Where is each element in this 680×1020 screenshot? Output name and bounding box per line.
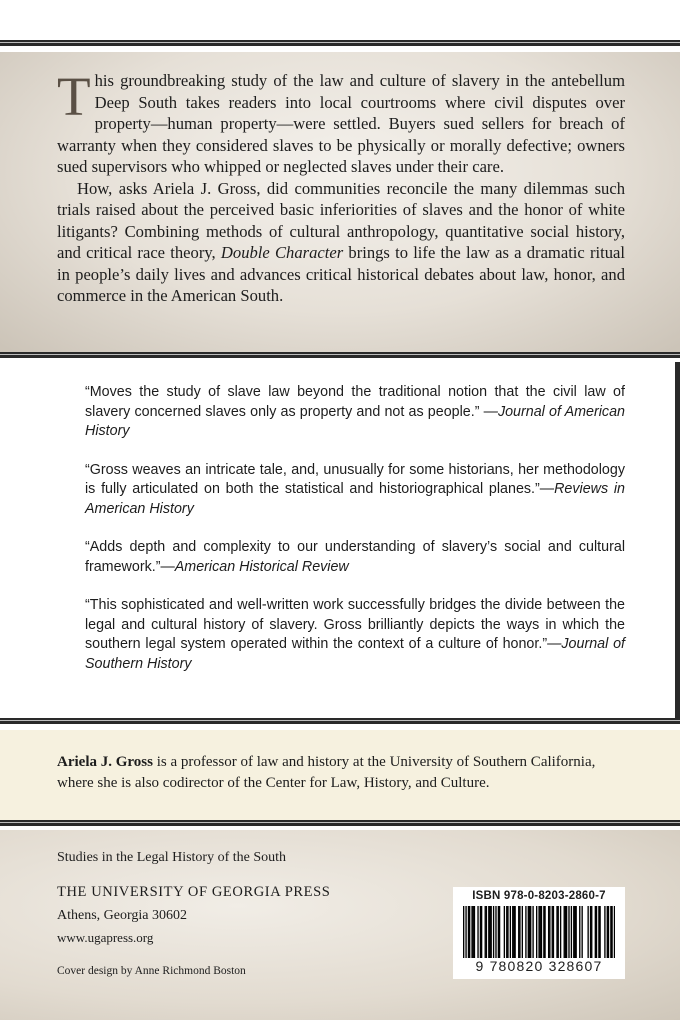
review-source: American Historical Review — [174, 558, 349, 575]
barcode-bar — [510, 906, 511, 958]
cover-credit: Cover design by Anne Richmond Boston — [57, 965, 246, 977]
description-paragraph-2: How, asks Ariela J. Gross, did communities reconcile the many dilemmas such trials raised about the perceived basic inferiorities of slaves and the honor of white litigants? Combining methods of cultural anthropology, quantitative social history, and critical race theory, Double Character brings to life the law as a dramatic ritual in people’s daily lives and advances critical historical debates about law, honor, and commerce in the American South. — [57, 178, 626, 305]
divider-rule — [0, 820, 680, 826]
barcode-bar — [560, 906, 561, 958]
barcode-bar — [604, 906, 605, 958]
barcode-bar — [507, 906, 508, 958]
drop-cap: T — [57, 66, 91, 127]
barcode-bar — [488, 906, 489, 958]
barcode-bar — [556, 906, 557, 958]
barcode-bar — [573, 906, 574, 958]
author-bio: Ariela J. Gross is a professor of law and history at the University of Southern California, where she is also codirector of the Center for Law, History, and Culture. — [57, 754, 596, 791]
barcode-bar — [480, 906, 481, 958]
barcode-bar — [565, 906, 566, 958]
barcode-bar — [528, 906, 529, 958]
barcode-bar — [525, 906, 526, 958]
barcode-bar — [566, 906, 567, 958]
barcode-bar — [536, 906, 537, 958]
barcode-bars — [463, 906, 615, 958]
barcode-bar — [465, 906, 466, 958]
barcode-bar — [529, 906, 530, 958]
barcode-bar — [549, 906, 550, 958]
barcode-bar — [512, 906, 513, 958]
barcode-bar — [607, 906, 608, 958]
series-title: Studies in the Legal History of the South — [57, 850, 287, 865]
barcode-bar — [538, 906, 539, 958]
barcode-bar — [610, 906, 611, 958]
barcode-bar — [468, 906, 469, 958]
barcode-bar — [473, 906, 474, 958]
description-paragraph-1: This groundbreaking study of the law and culture of slavery in the antebellum Deep South takes readers into local courtrooms where civil disputes over property—human property—were settled. Buyers sued sellers for breach of warranty when they considered slaves to be physically or morally defective; owners sued supervisors who whipped or neglected slaves under their care. — [57, 66, 625, 176]
isbn-label: ISBN 978-0-8203-2860-7 — [472, 890, 606, 902]
barcode-bar — [558, 906, 559, 958]
barcode-bar — [513, 906, 514, 958]
barcode-bar — [568, 906, 569, 958]
barcode-bar — [548, 906, 549, 958]
barcode-bar — [469, 906, 470, 958]
barcode-bar — [590, 906, 591, 958]
barcode-digits: 9 780820 328607 — [475, 958, 603, 974]
review-source: Journal of Southern History — [85, 636, 626, 672]
barcode-bar — [614, 906, 615, 958]
barcode-bar — [518, 906, 519, 958]
barcode-bar — [587, 906, 588, 958]
review-quote: “Gross weaves an intricate tale, and, unusually for some historians, her methodology is fully articulated on both the statistical and historiographical planes.”—Reviews in American History — [85, 461, 626, 517]
barcode-bar — [576, 906, 577, 958]
barcode-bar — [544, 906, 545, 958]
barcode-bar — [481, 906, 482, 958]
barcode-bar — [495, 906, 496, 958]
author-name: Ariela J. Gross — [57, 754, 153, 770]
barcode-bar — [514, 906, 515, 958]
review-quote: “This sophisticated and well-written work successfully bridges the divide between the legal and cultural history of slavery. Gross brilliantly depicts the ways in which the southern legal system operated within the context of a culture of honor.”—Journal of Southern History — [85, 597, 626, 672]
barcode-bar — [552, 906, 553, 958]
barcode-bar — [574, 906, 575, 958]
barcode-bar — [541, 906, 542, 958]
barcode-bar — [485, 906, 486, 958]
barcode-bar — [599, 906, 600, 958]
barcode-bar — [579, 906, 580, 958]
barcode-bar — [543, 906, 544, 958]
barcode-bar — [499, 906, 500, 958]
barcode-bar — [471, 906, 472, 958]
publisher-website: www.ugapress.org — [57, 930, 154, 945]
review-source: Reviews in American History — [85, 481, 626, 517]
barcode-bar — [491, 906, 492, 958]
barcode-bar — [489, 906, 490, 958]
barcode-bar — [595, 906, 596, 958]
review-quotes — [85, 383, 625, 693]
barcode-bar — [598, 906, 599, 958]
barcode-bar — [581, 906, 582, 958]
barcode-bar — [493, 906, 494, 958]
barcode-bar — [608, 906, 609, 958]
barcode-bar — [498, 906, 499, 958]
barcode-bar — [596, 906, 597, 958]
barcode-bar — [553, 906, 554, 958]
publisher-name: THE UNIVERSITY OF GEORGIA PRESS — [57, 884, 331, 900]
barcode-bar — [486, 906, 487, 958]
barcode-bar — [519, 906, 520, 958]
barcode-bar — [571, 906, 572, 958]
barcode-bar — [504, 906, 505, 958]
barcode-bar — [532, 906, 533, 958]
barcode-bar — [477, 906, 478, 958]
book-title: Double Character — [220, 243, 344, 262]
divider-rule — [0, 352, 680, 358]
review-quote: “Adds depth and complexity to our understanding of slavery’s social and cultural framework.”—American Historical Review — [85, 539, 625, 575]
barcode-bar — [530, 906, 531, 958]
book-description — [57, 66, 626, 307]
barcode-bar — [564, 906, 565, 958]
barcode-bar — [540, 906, 541, 958]
review-source: Journal of American History — [85, 403, 625, 439]
barcode-bar — [506, 906, 507, 958]
barcode-bar — [611, 906, 612, 958]
divider-rule — [0, 718, 680, 724]
publisher-address: Athens, Georgia 30602 — [57, 908, 187, 923]
barcode-bar — [463, 906, 464, 958]
barcode-bar — [591, 906, 592, 958]
top-border — [0, 40, 680, 46]
barcode-bar — [522, 906, 523, 958]
isbn-barcode — [453, 887, 625, 979]
barcode-bar — [474, 906, 475, 958]
review-quote: “Moves the study of slave law beyond the traditional notion that the civil law of slavery concerned slaves only as property and not as people.” —Journal of American History — [85, 384, 625, 439]
